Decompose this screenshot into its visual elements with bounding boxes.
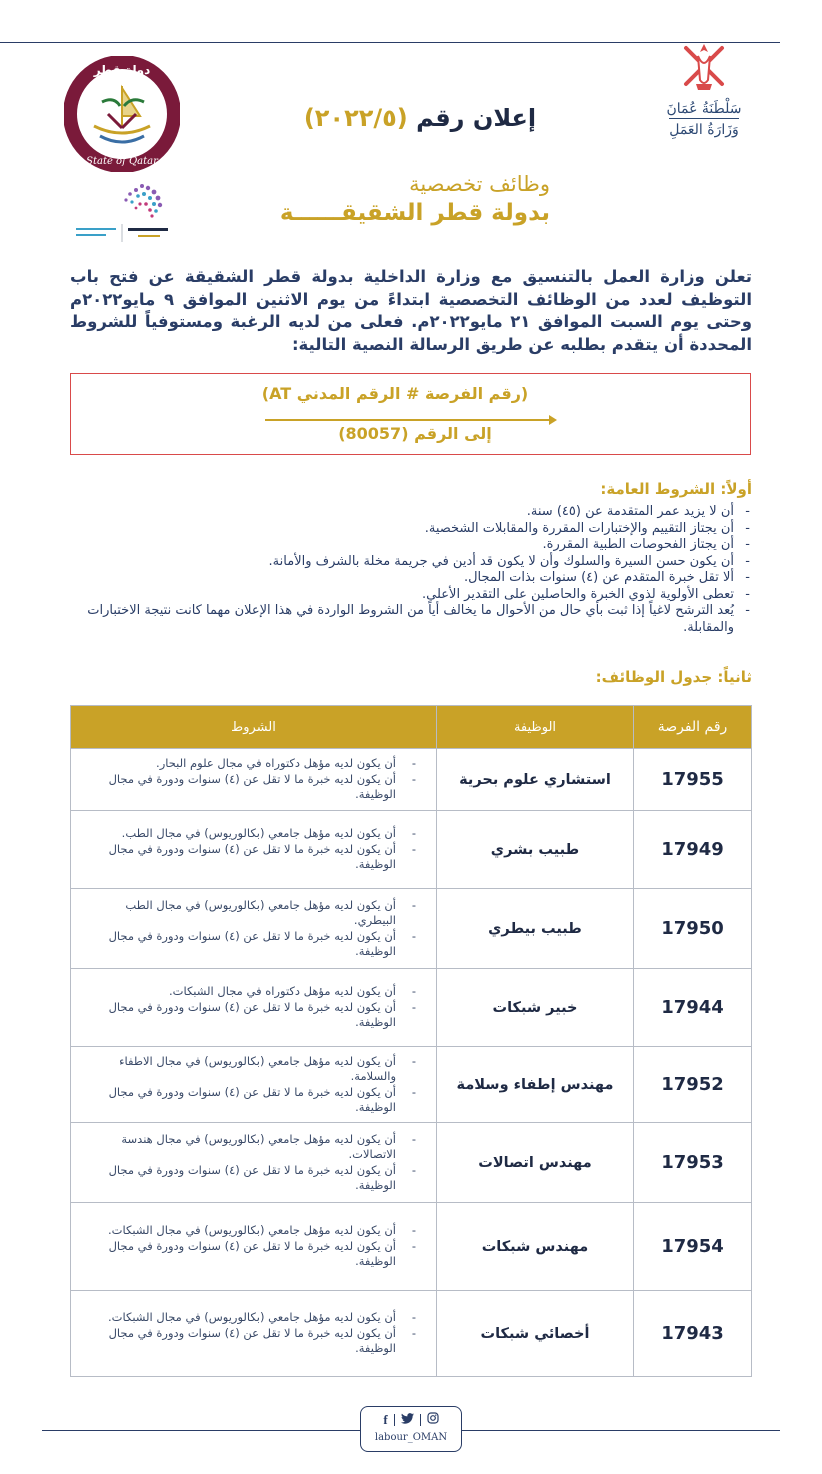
footer-rule-right [462, 1430, 780, 1431]
jobs-table-title: ثانياً: جدول الوظائف: [595, 668, 752, 686]
condition-item: - أن يكون لديه خبرة ما لا تقل عن (٤) سنوات ودورة في مجال الوظيفة. [81, 1085, 418, 1116]
condition-item: - أن يكون لديه خبرة ما لا تقل عن (٤) سنوات ودورة في مجال الوظيفة. [81, 1000, 418, 1031]
opportunity-number: 17955 [634, 749, 752, 811]
list-item: - أن يجتاز التقييم والإختبارات المقررة والمقابلات الشخصية. [70, 521, 752, 538]
oman-vision-2040-logo [68, 178, 188, 248]
opportunity-number: 17943 [634, 1291, 752, 1377]
social-media-badge [360, 1406, 462, 1452]
condition-item: - أن يكون لديه مؤهل جامعي (بكالوريوس) في مجال هندسة الاتصالات. [81, 1132, 418, 1163]
vision-2040-icon [68, 178, 188, 248]
table-row [71, 1123, 752, 1203]
footer-rule-left [42, 1430, 360, 1431]
general-conditions-list [70, 504, 752, 636]
ministry-of-labour-logo [656, 40, 752, 140]
opportunity-number: 17950 [634, 889, 752, 969]
table-row [71, 1291, 752, 1377]
job-title: مهندس اتصالات [437, 1123, 634, 1203]
job-conditions [71, 1203, 437, 1291]
facebook-icon[interactable]: f [383, 1412, 388, 1427]
header-job-title: الوظيفة [437, 706, 634, 749]
job-title: مهندس إطفاء وسلامة [437, 1047, 634, 1123]
job-title: مهندس شبكات [437, 1203, 634, 1291]
social-handle: labour_OMAN [374, 1432, 448, 1443]
list-item: - أن يجتاز الفحوصات الطبية المقررة. [70, 537, 752, 554]
announcement-title [270, 104, 570, 132]
list-item: - تعطى الأولوية لذوي الخبرة والحاصلين على التقدير الأعلى. [70, 587, 752, 604]
qatar-emblem-icon [64, 56, 180, 172]
condition-item: - أن يكون لديه مؤهل جامعي (بكالوريوس) في مجال الطب. [81, 826, 418, 842]
condition-item: - أن يكون لديه مؤهل جامعي (بكالوريوس) في مجال الشبكات. [81, 1310, 418, 1326]
general-conditions-title: أولاً: الشروط العامة: [600, 480, 752, 498]
intro-paragraph: تعلن وزارة العمل بالتنسيق مع وزارة الداخلية بدولة قطر الشقيقة عن فتح باب التوظيف لعدد من الوظائف التخصصية ابتداءً من يوم الاثنين الموافق ٩ مايو٢٠٢٢م وحتى يوم السبت الموافق ٢١ مايو٢٠٢٢م. فعلى من لديه الرغبة ومستوفياً للشروط المحددة أن يتقدم بطلبه عن طريق الرسالة النصية التالية: [70, 267, 753, 354]
table-row [71, 889, 752, 969]
announcement-prefix: إعلان رقم [416, 104, 537, 132]
condition-item: - أن يكون لديه خبرة ما لا تقل عن (٤) سنوات ودورة في مجال الوظيفة. [81, 1163, 418, 1194]
oman-emblem-icon [674, 40, 734, 96]
condition-item: - أن يكون لديه مؤهل جامعي (بكالوريوس) في مجال الاطفاء والسلامة. [81, 1054, 418, 1085]
job-title: أخصائي شبكات [437, 1291, 634, 1377]
announcement-number: (٢٠٢٢/٥) [303, 104, 408, 132]
header-opportunity-number: رقم الفرصة [634, 706, 752, 749]
instagram-icon[interactable] [427, 1412, 439, 1428]
sms-message-format: (رقم الفرصة # الرقم المدني AT) [261, 384, 529, 403]
jobs-country-heading: بدولة قطر الشقيقــــــة [279, 200, 550, 226]
separator [420, 1414, 421, 1426]
job-conditions [71, 811, 437, 889]
arrow-right-icon [265, 419, 555, 421]
opportunity-number: 17953 [634, 1123, 752, 1203]
job-conditions [71, 749, 437, 811]
condition-item: - أن يكون لديه مؤهل جامعي (بكالوريوس) في مجال الشبكات. [81, 1223, 418, 1239]
state-of-qatar-logo [64, 56, 180, 172]
job-title: استشاري علوم بحرية [437, 749, 634, 811]
condition-item: - أن يكون لديه خبرة ما لا تقل عن (٤) سنوات ودورة في مجال الوظيفة. [81, 1239, 418, 1270]
table-row [71, 1047, 752, 1123]
job-title: طبيب بشري [437, 811, 634, 889]
condition-item: - أن يكون لديه مؤهل دكتوراه في مجال علوم البحار. [81, 756, 418, 772]
condition-item: - أن يكون لديه خبرة ما لا تقل عن (٤) سنوات ودورة في مجال الوظيفة. [81, 1326, 418, 1357]
jobs-table [70, 705, 752, 1377]
condition-item: - أن يكون لديه مؤهل دكتوراه في مجال الشبكات. [81, 984, 418, 1000]
opportunity-number: 17954 [634, 1203, 752, 1291]
oman-logo-line1: سَلْطَنَةُ عُمَانَ [666, 101, 742, 117]
table-row [71, 811, 752, 889]
twitter-icon[interactable] [401, 1413, 414, 1428]
job-conditions [71, 889, 437, 969]
table-row [71, 749, 752, 811]
opportunity-number: 17944 [634, 969, 752, 1047]
condition-item: - أن يكون لديه خبرة ما لا تقل عن (٤) سنوات ودورة في مجال الوظيفة. [81, 772, 418, 803]
condition-item: - أن يكون لديه خبرة ما لا تقل عن (٤) سنوات ودورة في مجال الوظيفة. [81, 929, 418, 960]
opportunity-number: 17952 [634, 1047, 752, 1123]
sms-recipient-number: إلى الرقم (80057) [338, 424, 492, 443]
job-conditions [71, 1123, 437, 1203]
job-conditions [71, 1047, 437, 1123]
job-conditions [71, 1291, 437, 1377]
table-row [71, 969, 752, 1047]
condition-item: - أن يكون لديه مؤهل جامعي (بكالوريوس) في مجال الطب البيطري. [81, 898, 418, 929]
opportunity-number: 17949 [634, 811, 752, 889]
separator [394, 1414, 395, 1426]
header-conditions: الشروط [71, 706, 437, 749]
qatar-logo-english: State of Qatar [86, 156, 158, 167]
condition-item: - أن يكون لديه خبرة ما لا تقل عن (٤) سنوات ودورة في مجال الوظيفة. [81, 842, 418, 873]
list-item: - أن يكون حسن السيرة والسلوك وأن لا يكون قد أدين في جريمة مخلة بالشرف والأمانة. [70, 554, 752, 571]
list-item: - ألا تقل خبرة المتقدم عن (٤) سنوات بذات المجال. [70, 570, 752, 587]
job-conditions [71, 969, 437, 1047]
job-title: طبيب بيطري [437, 889, 634, 969]
table-row [71, 1203, 752, 1291]
list-item: - أن لا يزيد عمر المتقدمة عن (٤٥) سنة. [70, 504, 752, 521]
list-item: - يُعد الترشح لاغياً إذا ثبت بأي حال من الأحوال ما يخالف أياً من الشروط الواردة في هذا الإعلان مهما كانت نتيجة الاختبارات والمقابلة. [70, 603, 752, 636]
qatar-logo-arabic: دولة قطر [93, 63, 151, 77]
jobs-type-heading: وظائف تخصصية [409, 172, 550, 196]
job-title: خبير شبكات [437, 969, 634, 1047]
oman-logo-line2: وَزَارَةُ العَمَلِ [669, 118, 739, 139]
table-header-row [71, 706, 752, 749]
